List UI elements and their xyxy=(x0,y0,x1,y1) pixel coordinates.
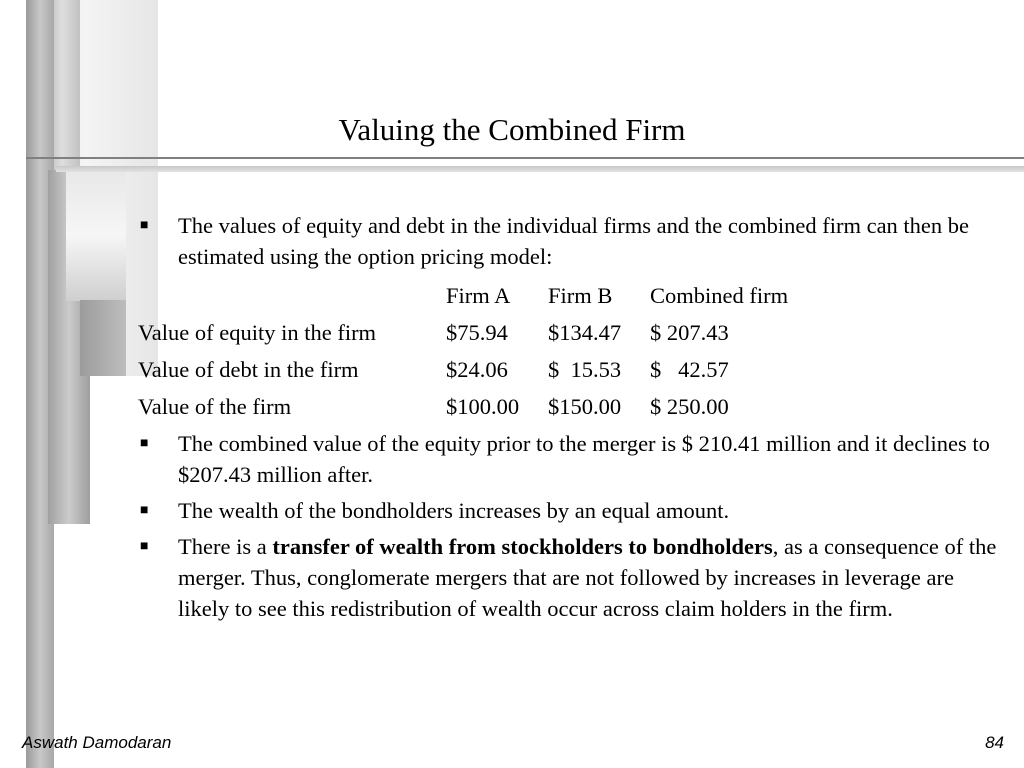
table-cell: Value of equity in the firm xyxy=(138,320,377,345)
table-cell: $ 207.43 xyxy=(650,320,729,345)
decorative-bar xyxy=(80,300,126,376)
valuation-table xyxy=(138,277,850,425)
slide-title: Valuing the Combined Firm xyxy=(338,112,686,147)
bullet-item xyxy=(138,428,1008,490)
table-cell: $75.94 xyxy=(446,320,508,345)
table-header-cell: Combined firm xyxy=(650,283,789,308)
bullet-text-part: , as a consequence of the merger. Thus, conglomerate mergers that are not followed by increases in leverage are likely to see this redistribution of wealth occur across claim holders in the firm. xyxy=(178,534,997,621)
bullet-item xyxy=(138,210,1008,272)
table-row xyxy=(138,351,850,388)
bullet-square-icon xyxy=(140,495,148,526)
title-divider xyxy=(26,157,1024,159)
table-cell: $ 15.53 xyxy=(548,357,622,382)
table-header-cell: Firm B xyxy=(548,283,613,308)
table-header-cell: Firm A xyxy=(446,283,511,308)
table-cell: $ 250.00 xyxy=(650,394,729,419)
decorative-bar xyxy=(66,170,126,301)
bullet-text: The combined value of the equity prior to the merger is $ 210.41 million and it declines to $207.43 million after. xyxy=(178,431,990,487)
footer-author: Aswath Damodaran xyxy=(22,733,172,752)
bullet-text: The wealth of the bondholders increases by an equal amount. xyxy=(178,498,730,523)
bullet-text-part: There is a xyxy=(178,534,273,559)
table-row xyxy=(138,388,850,425)
bullet-square-icon xyxy=(140,531,148,562)
page-number: 84 xyxy=(985,733,1004,752)
table-cell: Value of the firm xyxy=(138,394,292,419)
table-header-cell xyxy=(138,277,446,314)
table-cell: Value of debt in the firm xyxy=(138,357,359,382)
bullet-item xyxy=(138,495,1008,526)
bullet-square-icon xyxy=(140,428,148,459)
bullet-text xyxy=(178,534,996,621)
bullet-square-icon xyxy=(140,210,148,241)
table-cell: $ 42.57 xyxy=(650,357,729,382)
bullet-text-emphasis: transfer of wealth from stockholders to bondholders xyxy=(272,534,773,559)
table-row xyxy=(138,314,850,351)
table-header-row xyxy=(138,277,850,314)
slide-body xyxy=(138,210,1008,629)
table-cell: $150.00 xyxy=(548,394,622,419)
table-cell: $134.47 xyxy=(548,320,622,345)
bullet-text: The values of equity and debt in the individual firms and the combined firm can then be estimated using the option pricing model: xyxy=(178,213,970,269)
table-cell: $100.00 xyxy=(446,394,520,419)
bullet-item xyxy=(138,531,1008,624)
table-cell: $24.06 xyxy=(446,357,508,382)
title-divider-shadow xyxy=(56,166,1024,172)
